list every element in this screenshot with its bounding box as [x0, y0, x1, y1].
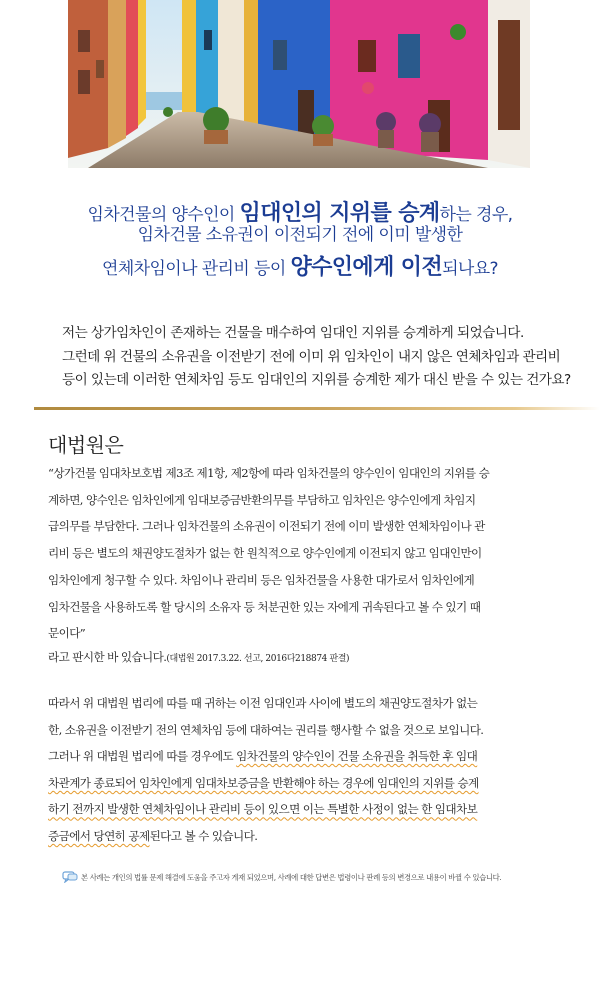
- highlighted-text: 하기 전까지 발생한 연체차임이나 관리비 등이 있으면 이는 특별한 사정이 없는 한 임대차보: [48, 802, 478, 817]
- court-quote: [48, 460, 568, 647]
- quote-line: 문이다”: [48, 626, 86, 641]
- case-citation: (대법원 2017.3.22. 선고, 2016다218874 판결): [166, 654, 350, 664]
- question-emphasis: 양수인에게 이전: [290, 255, 443, 280]
- conclusion-line: [48, 796, 578, 823]
- speech-bubble-icon: [62, 871, 78, 885]
- conclusion-line: [48, 770, 578, 797]
- question-text: 임차건물의 양수인이: [87, 205, 240, 225]
- inquiry-line: 등이 있는데 이러한 연체차임 등도 임대인의 지위를 승계한 제가 대신 받을 수 있는 건가요?: [62, 372, 571, 388]
- quote-line: “상가건물 임대차보호법 제3조 제1항, 제2항에 따라 임차건물의 양수인이 임대인의 지위를 승: [48, 466, 490, 480]
- inquiry-text: [62, 322, 582, 393]
- highlighted-text: 임차건물의 양수인이 건물 소유권을 취득한 후 임대: [236, 749, 478, 764]
- conclusion-line: [48, 743, 578, 770]
- quote-line: 급의무를 부담한다. 그러나 임차건물의 소유권이 이전되기 전에 이미 발생한 연체차임이나 관: [48, 519, 485, 534]
- disclaimer: [62, 871, 501, 885]
- question-text: 되나요?: [442, 259, 498, 279]
- section-divider: [34, 407, 600, 410]
- highlighted-text: 차관계가 종료되어 임차인에게 임대차보증금을 반환해야 하는 경우에 임대인의 지위를 승계: [48, 775, 479, 790]
- inquiry-line: 저는 상가임차인이 존재하는 건물을 매수하여 임대인 지위를 승계하게 되었습니다.: [62, 325, 524, 341]
- answer-title: 대법원은: [48, 433, 124, 457]
- quote-line: 계하면, 양수인은 임차인에게 임대보증금반환의무를 부담하고 임차인은 양수인에게 차임지: [48, 492, 476, 507]
- quote-line: 임차인에게 청구할 수 있다. 차임이나 관리비 등은 임차건물을 사용한 대가로서 임차인에게: [48, 572, 475, 587]
- question-line-2: [0, 220, 600, 245]
- conclusion-text-part: 그러나 위 대법원 법리에 따를 경우에도: [48, 749, 237, 764]
- conclusion-line: [48, 823, 578, 850]
- question-text: 연체차임이나 관리비 등이: [102, 259, 291, 279]
- question-text: 하는 경우,: [439, 205, 513, 225]
- conclusion-line: 한, 소유권을 이전받기 전의 연체차임 등에 대하여는 권리를 행사할 수 없을 것으로 보입니다.: [48, 722, 484, 737]
- conclusion-text-part: 된다고 볼 수 있습니다.: [149, 828, 258, 843]
- question-emphasis: 임대인의 지위를 승계: [239, 201, 440, 226]
- citation-line: [48, 649, 349, 665]
- citation-lead: 라고 판시한 바 있습니다.: [48, 650, 167, 664]
- quote-line: 리비 등은 별도의 채권양도절차가 없는 한 원칙적으로 양수인에게 이전되지 않고 임대인만이: [48, 546, 482, 561]
- disclaimer-text: 본 사례는 개인의 법률 문제 해결에 도움을 주고자 게재 되었으며, 사례에 대한 답변은 법령이나 판례 등의 변경으로 내용이 바뀔 수 있습니다.: [81, 873, 502, 882]
- highlighted-text: 증금에서 당연히 공제: [48, 828, 150, 843]
- hero-image: [68, 0, 530, 168]
- question-line-3: [0, 250, 600, 281]
- question-text: 임차건물 소유권이 이전되기 전에 이미 발생한: [137, 225, 463, 245]
- conclusion-line: 따라서 위 대법원 법리에 따를 때 귀하는 이전 임대인과 사이에 별도의 채권양도절차가 없는: [48, 696, 478, 710]
- quote-line: 임차건물을 사용하도록 할 당시의 소유자 등 처분권한 있는 자에게 귀속된다고 볼 수 있기 때: [48, 599, 481, 614]
- inquiry-line: 그런데 위 건물의 소유권을 이전받기 전에 이미 위 임차인이 내지 않은 연체차임과 관리비: [62, 348, 561, 365]
- conclusion-text: [48, 690, 578, 850]
